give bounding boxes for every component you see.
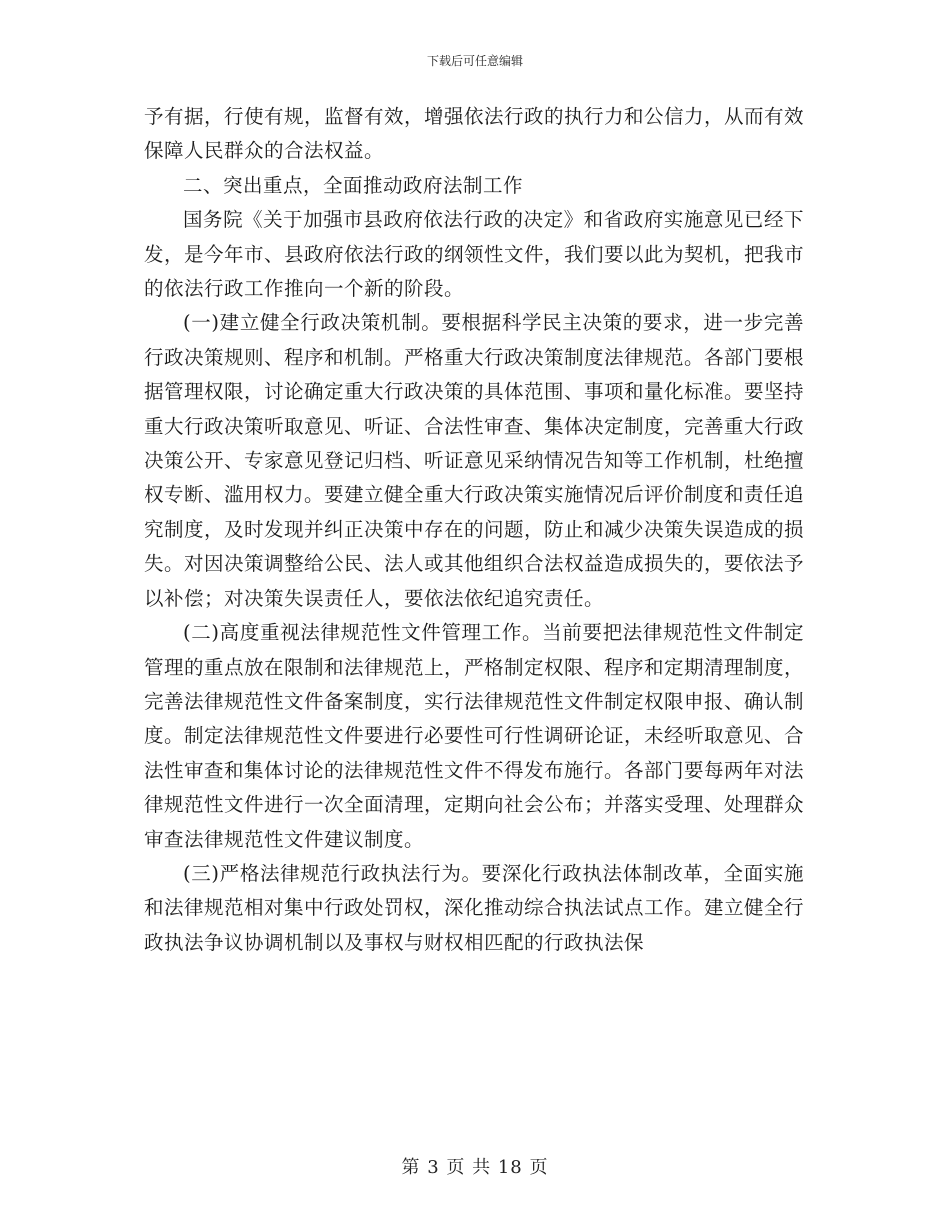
document-body bbox=[144, 100, 804, 960]
paragraph: (二)高度重视法律规范性文件管理工作。当前要把法律规范性文件制定管理的重点放在限制和法律规范上，严格制定权限、程序和定期清理制度，完善法律规范性文件备案制度，实行法律规范性文件制定权限申报、确认制度。制定法律规范性文件要进行必要性可行性调研论证，未经听取意见、合法性审查和集体讨论的法律规范性文件不得发布施行。各部门要每两年对法律规范性文件进行一次全面清理，定期向社会公布；并落实受理、处理群众审查法律规范性文件建议制度。 bbox=[144, 621, 805, 851]
page-footer bbox=[0, 1153, 950, 1179]
paragraph: (一)建立健全行政决策机制。要根据科学民主决策的要求，进一步完善行政决策规则、程序和机制。严格重大行政决策制度法律规范。各部门要根据管理权限，讨论确定重大行政决策的具体范围、事项和量化标准。要坚持重大行政决策听取意见、听证、合法性审查、集体决定制度，完善重大行政决策公开、专家意见登记归档、听证意见采纳情况告知等工作机制，杜绝擅权专断、滥用权力。要建立健全重大行政决策实施情况后评价制度和责任追究制度，及时发现并纠正决策中存在的问题，防止和减少决策失误造成的损失。对因决策调整给公民、法人或其他组织合法权益造成损失的，要依法予以补偿；对决策失误责任人，要依法依纪追究责任。 bbox=[144, 311, 805, 610]
section-heading: 二、突出重点，全面推动政府法制工作 bbox=[183, 173, 524, 197]
paragraph: (三)严格法律规范行政执法行为。要深化行政执法体制改革，全面实施和法律规范相对集中行政处罚权，深化推动综合执法试点工作。建立健全行政执法争议协调机制以及事权与财权相匹配的行政执法保 bbox=[144, 861, 805, 954]
paragraph: 国务院《关于加强市县政府依法行政的决定》和省政府实施意见已经下发，是今年市、县政府依法行政的纲领性文件，我们要以此为契机，把我市的依法行政工作推向一个新的阶段。 bbox=[144, 208, 805, 301]
paragraph-continuation: 予有据，行使有规，监督有效，增强依法行政的执行力和公信力，从而有效保障人民群众的合法权益。 bbox=[144, 105, 805, 163]
page-number: 第 3 页 共 18 页 bbox=[401, 1157, 549, 1178]
page-header: 下载后可任意编辑 bbox=[426, 54, 523, 68]
